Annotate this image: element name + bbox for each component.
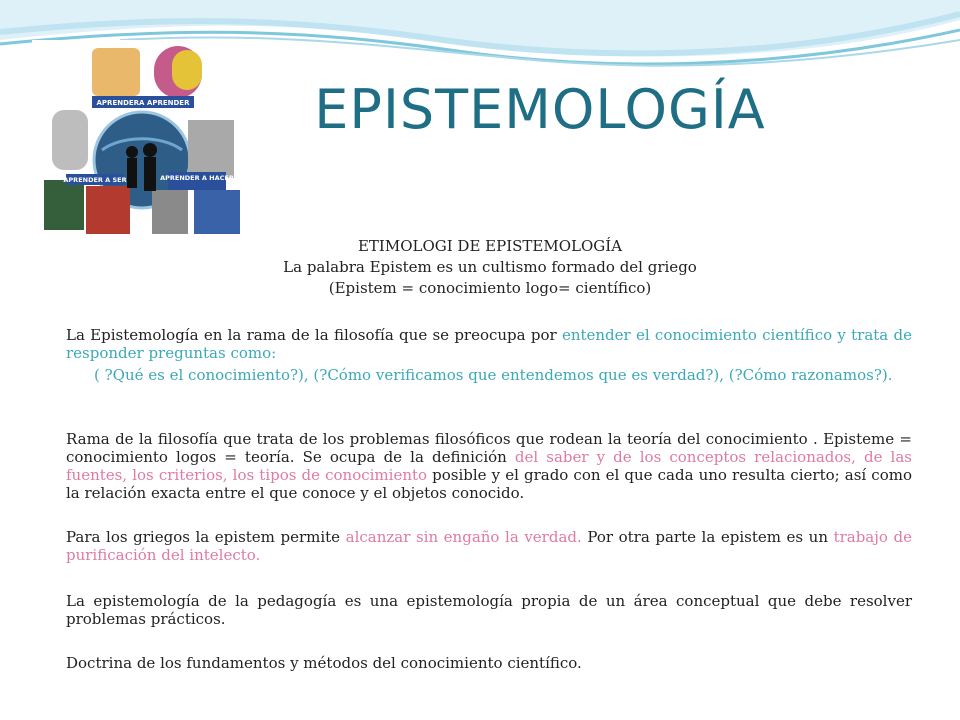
slide-title: EPISTEMOLOGÍA — [314, 78, 766, 141]
etymology-line-1: La palabra Epistem es un cultismo formado del griego — [283, 258, 697, 276]
logo-banner-right: APRENDER A HACER — [160, 174, 234, 182]
logo-banner-top: APRENDERA APRENDER — [96, 99, 190, 107]
etymology-heading: ETIMOLOGI DE EPISTEMOLOGÍA — [357, 237, 623, 255]
paragraph-greeks-text-2: Por otra parte la epistem es un — [581, 528, 834, 546]
paragraph-pedagogy: La epistemología de la pedagogía es una epistemología propia de un área conceptual que debe resolver problemas prácticos. — [66, 592, 912, 628]
paragraph-definition-text: La Epistemología en la rama de la filosofía que se preocupa por — [66, 326, 562, 344]
paragraph-questions: ( ?Qué es el conocimiento?), (?Cómo verificamos que entendemos que es verdad?), (?Cómo razonamos?). — [94, 366, 893, 384]
paragraph-branch — [66, 430, 912, 502]
learning-collage-logo — [32, 40, 250, 240]
paragraph-greeks — [66, 528, 912, 564]
paragraph-branch-highlight: del saber y de los conceptos relacionados, de las fuentes, los criterios, los tipos de conocimiento — [66, 448, 912, 484]
paragraph-branch-text: Rama de la filosofía que trata de los problemas filosóficos que rodean la teoría del conocimiento . Episteme = conocimiento logos = teoría. Se ocupa de la definición — [66, 430, 912, 466]
etymology-block — [60, 236, 920, 299]
paragraph-greeks-text: Para los griegos la epistem permite — [66, 528, 346, 546]
paragraph-greeks-highlight-1: alcanzar sin engaño la verdad. — [345, 528, 582, 546]
paragraph-definition-highlight: entender el conocimiento científico y trata de responder preguntas como: — [66, 326, 912, 362]
logo-banner-left: APRENDER A SER — [63, 176, 127, 184]
paragraph-branch-text-end: posible y el grado con el que cada uno resulta cierto; así como la relación exacta entre el que conoce y el objetos conocido. — [66, 466, 912, 502]
etymology-line-2: (Epistem = conocimiento logo= científico) — [328, 279, 652, 297]
paragraph-definition — [66, 326, 912, 362]
paragraph-doctrine: Doctrina de los fundamentos y métodos del conocimiento científico. — [66, 654, 582, 672]
paragraph-greeks-highlight-2: trabajo de purificación del intelecto. — [66, 528, 912, 564]
